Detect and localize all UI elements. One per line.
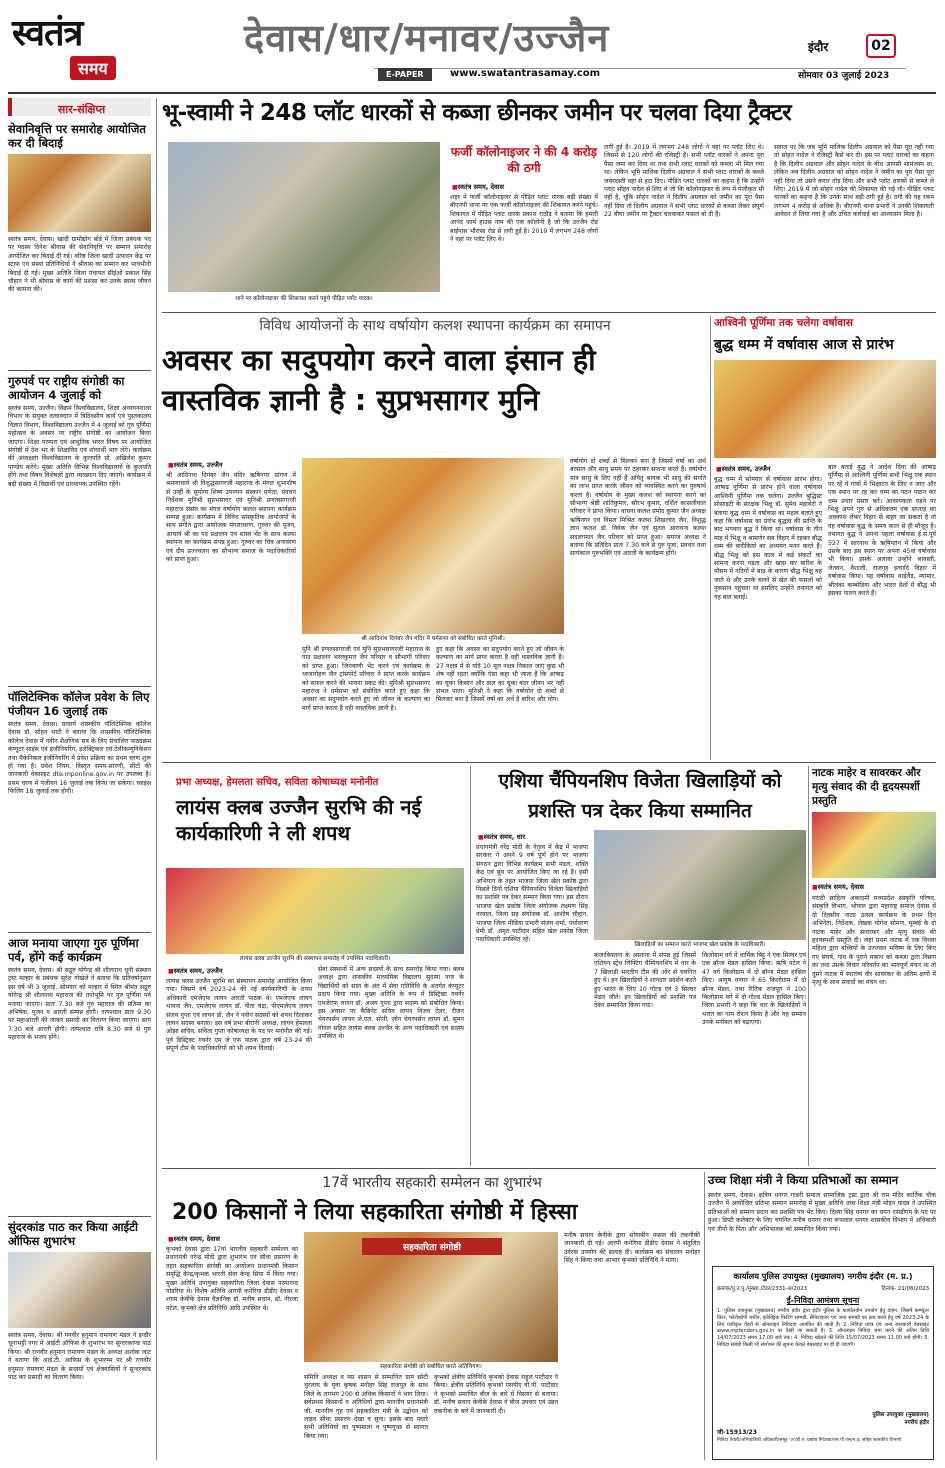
sidebar-story-5 — [8, 1220, 151, 1446]
asia-headline[interactable]: एशिया चैंपियनशिप विजेता खिलाड़ियों को प्रशस्ति पत्र देकर किया सम्मानित — [498, 770, 782, 822]
logo-bottom: समय — [70, 56, 116, 80]
sidebar-story-body: स्वतंत्र समय, देवास। श्री पनवीर हनुमान रामायण मंडल ने इन्दौर चूनाभट्टी नगर में आईटी ऑफिस के शुभारंभ पर सुन्दरकाण्ड पाठ किया। श्री रत्नवीर हनुमान रामायण मंडल के अध्यक्ष अशोक जाट ने बताया कि आई.टी. आफिस के शुभारम्भ पर श्री रत्नवीर हनुमान रामायण मंडल के सदस्यों एवं क्षेत्रवासियों ने सुन्दरकांड पाठ कर प्रसादी का वितरण किया। — [8, 1332, 153, 1382]
sidebar-divider — [8, 686, 151, 687]
sahkar-story — [162, 1172, 702, 1462]
sidebar-story-title: आज मनाया जाएगा गुरु पूर्णिमा पर्व, होंगे कई कार्यक्रम — [8, 936, 139, 964]
jain-caption: श्री आदिनाथ दिगंबर जैन मंदिर में धर्मसभा को संबोधित करते मुनिश्री। — [302, 634, 564, 642]
budh-kicker: आश्विनी पूर्णिमा तक चलेगा वर्षावास — [714, 317, 853, 329]
lead-headline[interactable]: भू-स्वामी ने 248 प्लॉट धारकों से कब्जा छीनकर जमीन पर चलवा दिया ट्रैक्टर — [162, 100, 792, 126]
website-link[interactable]: www.swatantrasamay.com — [450, 68, 601, 79]
sidebar-story-title: सुंदरकांड पाठ कर किया आईटी ऑफिस शुभारंभ — [8, 1220, 138, 1248]
sidebar-story-3 — [8, 690, 151, 923]
sidebar — [8, 98, 151, 1460]
lions-kicker: प्रभा अध्यक्ष, हेमलता सचिव, सविता कोषाध्यक्ष मनोनीत — [176, 777, 379, 788]
sahkar-col-4: मनीष सचान केवीके द्वारा सोयाबीन फसल की तकनीकी जानकारी दी गई। आरपी कनेरिया डीडीए देवास ने संतुलित उर्वरक उपयोग की सलाह दी। कार्यक्रम का संचालन मनोहर सिंह ने किया तथा आभार कृभको प्रतिनिधि ने माना। — [564, 1232, 702, 1265]
natak-body: मराठी साहित्य अकादमी मध्यप्रदेश संस्कृति परिषद, संस्कृति विभाग, भोपाल द्वारा महाराष्ट्र समाज देवास में दो दिवसीय नाट्य उत्सव कार्यक्रम के प्रथम दिन अभिनेता, निर्देशक, लेखक योगेश सोमण, मुम्बई के दो नाटक माहेर और सावरकर और मृत्यु संवाद की हृदयस्पर्शी प्रस्तुति दी। जहां प्रथम नाटक में एक विधवा महिला द्वारा बच्चियों के उज्ज्वल भविष्य के लिए किए गए संघर्ष, गांव के पुराने मकान को कब्जा द्वारा विक्रय का तथा उसके विचार परिवर्तन का भावपूर्ण मंचन था तो दूसरे नाटक में स्वातंत्र्य वीर सावरकर के अंतिम क्षणों में मृत्यु के साथ संवादों का मंचन था। — [812, 895, 938, 987]
asia-caption: खिलाड़ियों का सम्मान करते भाजपा खेल प्रकोष्ठ के पदाधिकारी। — [594, 940, 806, 948]
section-divider — [162, 1168, 936, 1169]
ucch-headline[interactable]: उच्च शिक्षा मंत्री ने किया प्रतिभाओं का सम्मान — [708, 1173, 899, 1187]
tender-ref-date: दिनांक- 21/06/2023 — [881, 1286, 929, 1292]
lead-caption: थाने पर कॉलोनाइजर की शिकायत करने पहुंचे पीड़ित प्लॉट धारक। — [168, 294, 440, 302]
logo-top: स्वतंत्र — [12, 13, 83, 54]
jain-headline[interactable]: अवसर का सदुपयोग करने वाला इंसान ही वास्तविक ज्ञानी है : सुप्रभसागर मुनि — [162, 343, 596, 417]
jain-story — [162, 316, 708, 760]
lions-story — [162, 766, 468, 1166]
sidebar-story-2 — [8, 374, 151, 683]
ucch-body: स्वतंत्र समय, देवास। क्षत्रिय धनगर गाडरी समाज सामाजिक ट्रस्ट द्वारा श्री राम मंदिर कार्तिक चौक उज्जैन में आयोजित प्रतिभा सम्मान समारोह में मुख्य अतिथि उच्च शिक्षा मंत्री मोहन यादव ने उपस्थित प्रतिभाओं को सम्मान प्रदान कर प्रशस्ति पत्र भेंट किए। दिव्या सिंह धनगर का चयन एसडीएम के पद पर हुआ। डिप्टी कलेक्टर के लिए चयनित मनीष धनगर तथा रूपलाल धनगर शासकीय विभाग में अधिकारी एवं तीनों के पिता और अभिभावक को सम्मानित किया गया। — [708, 1192, 938, 1233]
lions-photo — [166, 868, 464, 954]
tender-ad-code: जी-15913/23 — [717, 1429, 757, 1436]
issue-date: सोमवार 03 जुलाई 2023 — [798, 71, 890, 81]
sidebar-story-body: स्वतंत्र समय, देवास। खादी ग्रामोद्योग बोर्ड में जिला प्रबंधक पद पर पदस्थ दिनेश श्रीवास की सेवानिवृत्ति पर सम्मान समारोह आयोजित कर बिदाई दी गई। वरिष्ठ जिला खादी उत्पादन केंद्र पर स्टाफ एवं संस्था प्रतिनिधियों ने श्रीवास का सम्मान कर भावभीनी बिदाई दी गई। मुख्य अतिथि जिला पंचायत सीईओ प्रकाश सिंह चौहान ने भी श्रीवास के कार्य की प्रशंसा कर उनके स्वस्थ जीवन की कामना की। — [8, 236, 153, 294]
sidebar-header-label: सार-संक्षिप्त — [57, 103, 106, 116]
jain-col-1: श्री आदिनाथ दिगंबर जैन मंदिर ऋषिनगर प्रांगण में श्रमणाचार्य श्री विशुद्धसागरजी महाराज के मंगल शुभाशीष से उन्हीं के सुयोग्य शिष्य उपनयन संस्कार प्रणेता, प्रवचन निर्देशक मुनिश्री सुप्रभसागर एवं मुनिश्री प्रणतसागरजी महाराज संसंघ का मंगल वर्षायोग कलश स्थापना कार्यक्रम सम्पन्न हुआ। कार्यक्रम में विविध सांस्कृतिक आयोजनों के साथ संगीत द्वारा आयोजक मंगलाचरण, गुरुवर की पूजन, आचार्य श्री का पद प्रक्षालन एवं शास्त्र भेंट के साथ कलश स्थापना का कार्यक्रम संपन्न हुआ। गुरुवर का चित्र अनावरण एवं दीप प्रज्ज्वलन का सौभाग्य समाज के पदाधिकारियों को प्राप्त हुआ। — [166, 472, 298, 564]
budh-photo — [714, 360, 936, 458]
sidebar-story-1 — [8, 122, 151, 338]
sahkar-kicker: 17वें भारतीय सहकारी सम्मेलन का शुभारंभ — [322, 1175, 542, 1191]
sidebar-story-4 — [8, 936, 151, 1205]
tender-ref — [717, 1284, 929, 1292]
tender-title: कार्यालय पुलिस उपायुक्त (मुख्यालय) नगरीय इंदौर (म. प्र.) — [733, 1271, 913, 1281]
masthead-divider — [8, 92, 936, 94]
section-divider — [162, 762, 936, 763]
jain-byline: ■ स्वतंत्र समय, उज्जैन — [168, 460, 223, 469]
budh-byline: ■ स्वतंत्र समय, उज्जैन — [716, 464, 771, 473]
tender-ref-no: क्रमांक/पु.उ.पु./मुख्या./टेंडर/2331-अ/2023 — [717, 1286, 808, 1292]
sidebar-divider — [8, 1216, 151, 1217]
natak-story — [812, 766, 936, 1166]
sidebar-divider — [8, 932, 151, 933]
lead-subhead: फर्जी कॉलोनाइजर ने की 4 करोड़ की ठगी — [450, 145, 598, 175]
section-divider — [162, 312, 936, 313]
jain-photo — [302, 458, 564, 634]
ucch-story — [708, 1172, 936, 1264]
budh-col-2: बात बताई बुद्ध ने आदेश दिया की आषाढ़ पूर्णिमा से आश्विनी पूर्णिमा सभी भिक्षु एक स्थान पर रहें ये गांवों में भिक्षाटन के लिए न जाए और एक स्थान पर रह कर धम्म का पठन पाठन कर धम्म प्रचार प्रसार करें। आवश्यकता पड़ने पर भिक्षु अपने गुरु से अधिकतम एक सप्ताह का अवकाश लेकर विहार से बाहर जा सकता है तो वह वर्षावास बुद्ध के समय काल से ही मौजूद है। तथागत बुद्ध ने अपना पहला वर्षावास ई.स.पूर्व 527 में सारनाथ के ऋषिपतन में किया और उसके बाद इस स्थान पर अपना 45वां वर्षावास भी किया। इसके अलावा उन्होंने श्रावस्ती, जेतवन, वैशाली, राजगृह इत्यादि विहार में वर्षावास किया। यह वर्षावास थाईलैंड, म्यांमार, श्रीलंका कम्बोडिया और भारत देशों में बौद्ध भी इसका पालन करते हैं। — [828, 464, 938, 598]
column-divider — [710, 316, 711, 760]
jain-col-4: वर्षायोग दो शब्दों से मिलकर बना है जिसमें वर्षा का अर्थ बरसात और साधु समय पर ठहरकर साधना करते हैं। वर्षायोग मात्र साधु के लिए नहीं हैं अपितु श्रावक भी साधु की संगति का लाभ प्राप्त करके जीवन को व्यवस्थित करने का पुरुषार्थ करता है। वर्षायोग के मुख्य कलश को स्थापना करने का सौभाग्य श्रेष्ठी शांतिकुमार, सौरभ कुमार, दर्शित कासलीवाल परिवार ने प्राप्त किया। वाचना कलश प्रमोद कुमार जैन अध्यक्ष ऋषिनगर एवं विमल मिश्रित कलश शिखरचंद जैन, विशुद्ध ज्ञान कलश डॉ. विवेक जैन एवं सुतल आराधना कलश सदलगमल जैन परिवार को प्राप्त हुआ। समाज अध्यक्ष ने बताया कि प्रतिदिन प्रातः 7.30 बजे से गुरु पूजा, प्रवचन तथा सायंकाल गुरुभक्ति एवं आरती के कार्यक्रम होंगे। — [570, 458, 708, 558]
sidebar-story-body: स्वतंत्र समय, देवास। प्राचार्य शासकीय पॉलिटेक्निक कॉलेज देवास डॉ. सोहन भाटी ने बताया कि शासकीय पॉलिटेक्निक कॉलेज देवास में नवीन शैक्षणिक सत्र के लिए संचालित पाठ्यक्रम कंप्यूटर साइंस एवं इंजीनियरिंग, इलेक्ट्रिकल एवं टेलीकम्युनिकेशन तथा मैकेनिकल इंजीनियरिंग में प्रवेश प्रक्रिया का प्रथम चरण शुरू हो गया है। प्रवेश नियम, विस्तृत समय-सारणी, सीटों की जानकारी वेबसाइट dte.mponline.gov.in पर उपलब्ध है। प्रथम चरण में पंजीयन 16 जुलाई तक किया जा सकेगा। च्वाइस फिलिंग 18 जुलाई तक होगी। — [8, 721, 153, 796]
sahkar-col-1: कृभको देवास द्वारा 17वां भारतीय सहकारी सम्मेलन का प्रधानमंत्री नरेन्द्र मोदी द्वारा शुभारंभ एवं सीधा प्रसारण के तहत सहकारिता संगोष्ठी का आयोजन प्रधानमंत्री किसान समृद्धि केन्द्र/कृभक भारती सेवा केन्द्र सिया में किया गया। मुख्य अतिथि उपायुक्त सहकारिता जिला देवास परमानन्द गोडरिया थे। विशेष अतिथि आरपी कनेरिया डीडीए देवास व श्याम केवीके देवास वैज्ञानिक डॉ. मनीष सचान, डॉ. नीरजा पटेल, कृभको क्षेत्र प्रतिनिधि आदि उपस्थित थे। — [166, 1246, 300, 1312]
natak-byline: ■ स्वतंत्र समय, देवास — [812, 882, 936, 891]
lead-col-2: लगी हुई है। 2019 में लगभग 248 लोगों ने वहां पर प्लॉट लिए थे। जिसमें से 120 लोगों की रजिस्ट्री है। सभी प्लॉट धारकों ने अपना पूरा पैसा जमा कर दिया था तथा सभी प्लाट धारकों को कब्जा भी मिल गया था। लेकिन भूमि मालिक दिलीप अग्रवाल ने सभी प्लाट धारकों के कब्जे जबरदस्ती वहां से हटा दिए। पीड़ित प्लाट धारकों का कहना है कि उन्होंने प्लाट सोहन नादेल से लिए थे जो कि कॉलोनाइजर के रूप में पंजीकृत भी नहीं है, चूंकि सोहन नादेल ने दिलीप अग्रवाल को जमीन का पूरा पैसा नहीं दिया तो दिलीप अग्रवाल ने सभी प्लाट धारकों से कब्जा लेकर संपूर्ण 22 बीघा जमीन पर ट्रैक्टर चलवाकर फसल बो दी है। — [604, 144, 766, 219]
logo[interactable] — [12, 14, 160, 86]
sidebar-divider — [8, 370, 151, 371]
sidebar-story-photo — [8, 1252, 151, 1328]
lead-col-1: शहर में फर्जी कॉलोनाइजर से पीड़ित प्लाट धारक बड़ी संख्या में बीएनपी थाना पर एक फर्जी कॉलोनाइजर की शिकायत करने पहुंचे। शिकायत में पीड़ित प्लाट धारक प्रकाश राठौड़ ने बताया कि हमारी आनंद फार्म हाउस नाम की एक कॉलोनी है जो कि उज्जैन रोड बाईपास भौरासा रोड से लगी हुई है। 2019 में लगभग 248 लोगों ने वहां पर प्लॉट लिए थे। — [450, 194, 600, 244]
jain-col-2: मुनि श्री प्रणतसागरजी एवं मुनि सुप्रभसागरजी महाराज के पाद प्रक्षालन भरतकुमार जैन परिवार व सौभागी परिवार को प्राप्त हुआ। जिनवाणी भेंट करने एवं कार्यक्रम के ध्वजारोहण जैन ट्रांसपोर्ट परिवार ने प्राप्त करके कार्यक्रम को सफल करने की भावना प्रकट की। मुनिश्री सुप्रभसागर महाराज ने धर्मसभा को संबोधित करते हुए कहा कि अवसर का सदुपयोग करते हुए जो जीवन के कल्याण का मार्ग प्राप्त करता है वही वास्तविक ज्ञानी है। — [302, 646, 432, 712]
edition-title: देवास/धार/मनावर/उज्जैन — [244, 16, 610, 60]
sahkar-col-2: समिति अध्यक्ष व मप्र शासन से सम्मानित ग्राम छोटी चुरलाय के युवा कृषक मनोहर सिंह राजपूत के साथ जिले के लगभग 200 से अधिक किसानों ने भाग लिया। सर्वप्रथम किसानों व अतिथियों द्वारा माननीय प्रधानमंत्री जी, माननीय गृह एवं सहकारिता मंत्री के उद्बोधन को लाइव सीधा प्रसारण देखा व सुना। इसके बाद पधारे सभी अतिथियों का पुष्पमाला व पुष्पगुच्छ से स्वागत किया गया। — [304, 1374, 430, 1440]
jain-kicker: विविध आयोजनों के साथ वर्षायोग कलश स्थापना कार्यक्रम का समापन — [259, 318, 611, 334]
sahkar-caption: सहकारिता संगोष्ठी को संबोधित करते अतिथिगण। — [304, 1362, 558, 1370]
lead-story — [162, 98, 936, 308]
tender-notice-title: ई-निविदा आमंत्रण सूचना — [786, 1296, 860, 1305]
sahkar-banner: सहकारिता संगोष्ठी — [362, 1238, 502, 1255]
epaper-label: E-PAPER — [378, 68, 432, 81]
lions-headline[interactable]: लायंस क्लब उज्जैन सुरभि की नई कार्यकारिणी ने ली शपथ — [176, 795, 422, 845]
sidebar-story-body: स्वतंत्र समय, उज्जैन। विक्रम विश्वविद्यालय, शिक्षा अध्ययनशाला विभाग के संयुक्त तत्वावधान में त्रिदिवसीय कार्य एवं पुस्तकालय विज्ञान विभाग, विश्वविद्यालय उज्जैन में 4 जुलाई को गुरु पूर्णिमा महोत्सव के अवसर पर राष्ट्रीय संगोष्ठी का आयोजन किया जाएगा। शिक्षा परम्परा एवं आधुनिक भारत विषय पर आयोजित संगोष्ठी में देश भर के शिक्षाविद एवं शोधार्थी भाग लेंगे। कार्यक्रम की अध्यक्षता विश्वविद्यालय के कुलपति प्रो. अखिलेश कुमार पाण्डेय करेंगे। मुख्य अतिथि विभिन्न विश्वविद्यालयों के कुलपति होंगे तथा विषय विशेषज्ञों द्वारा व्याख्यान दिए जाएंगे। कार्यक्रम में बड़ी संख्या में विद्यार्थी एवं प्राध्यापक उपस्थित रहेंगे। — [8, 405, 153, 488]
column-divider — [470, 766, 471, 1166]
sidebar-story-title: पॉलिटेक्निक कॉलेज प्रवेश के लिए पंजीयन 16 जुलाई तक — [8, 690, 150, 718]
masthead — [0, 0, 945, 96]
tender-signature — [717, 1410, 929, 1426]
lions-caption: लायंस क्लब उज्जैन सुरभि की संस्थापन समारोह में उपस्थित पदाधिकारी। — [166, 954, 464, 962]
asia-col-3: किलोग्राम वर्ग में धार्मिक बिट्टू ने एक सिल्वर एवं एक ब्रॉन्ज मेडल हासिल किया। ऋषि पटेल ने 47 वर्ग किलोग्राम में दो ब्रॉन्ज मेडल हासिल किए। आयुष धनगर ने 65 किलोग्राम में दो ब्रॉन्ज मेडल, तथा रितिक राजपूत ने 100 किलोग्राम वर्ग में दो गोल्ड मेडल हासिल किए। जिला प्रभारी ने कहा कि धार के खिलाड़ियों ने भारत का नाम रोशन किया है और यह सम्मान उनके मनोबल को बढ़ाएगा। — [702, 952, 808, 1027]
lions-col-1: लायंस क्लब उज्जैन सुरभि का संस्थापन समारोह आयोजित किया गया। जिसमें वर्ष 2023-24 की नई कार्यकारिणी के शपथ अधिकारी एमजेएफ लायन आरती पाठक थे। एमजेएफ लायन भावना जैन, एमजेएफ लायन डॉ. नीता चंद्रा, पीएमजेएफ लायन संजय गुप्ता एवं लायन डॉ. जैन ने नवीन सदस्यों को शपथ दिलाकर लायन सदस्य बनाया। इस वर्ष प्रभा बीरानी अध्यक्ष, लायन हेमलता ओझा सचिव, सविता गुप्ता कोषाध्यक्ष के पद पर मनोनीत की गई। पूर्व डिस्ट्रिक्ट गवर्नर एम जे एफ पाठक द्वारा वर्ष 23-24 की संपूर्ण टीम के पदाधिकारियों को भी शपथ दिलाई। — [166, 978, 314, 1053]
budh-col-1: बुद्ध धम्म में सोमवार से वर्षावास प्रारंभ होगा। आषाढ़ पूर्णिमा से प्रारंभ होने वाला वर्षावास आश्विनी पूर्णिमा तक चलेगा। उज्जैन बुद्धिस्ट सोसाइटी के संरक्षक भिक्षु डॉ. सुमेध महाथेरो ने बताया बुद्ध धम्म में वर्षावास का महत्व बताते हुए कहा कि वर्षावास का प्रारंभ बुद्धत्व की प्राप्ति के बाद भगवान बुद्ध ने किया था। वर्षावास के तीन माह में भिक्षु व श्रामणेर सब विहार में रहकर बौद्ध धम्म की बारीकियों का अध्ययन मनन करते हैं। बौद्ध भिक्षु को इस काल में कई संकटों का सामना करना पड़ता और खास कर बारिश के मौसम में नदियों में बाढ़ के कारण बौद्ध भिक्षु बह जाते थे और उनके चलने से खेत की फसलों को नुकसान पहुंचता था इसलिए उन्होंने तथागत को यह बात बताई। — [714, 476, 824, 601]
asia-col-2: कजाकिस्तान के अस्ताना में संपन्न हुई जिसमें एशियन स्ट्रेंथ लिफ्टिंग चैम्पियनशिप में धार के 7 खिलाड़ी भारतीय टीम की ओर से चयनित हुए थे। इन खिलाड़ियों ने शानदार प्रदर्शन करते हुए भारत के लिए 10 गोल्ड एवं 3 सिल्वर मेडल जीते। इन खिलाड़ियों को प्रशस्ति पत्र देकर सम्मानित किया गया। — [594, 952, 698, 1010]
lead-byline: ■ स्वतंत्र समय, देवास — [452, 182, 504, 191]
tender-footer: निविदा तैयारी/अभियांत्रिकी अधिकारी/समूह 'अ'/डी.ए. प्रकोष्ठ निदेशक/एस.पी.एस/म.प्र. सहित शासकीय विभागों — [717, 1438, 902, 1443]
asia-story — [474, 766, 806, 1166]
lions-col-2: सेवा संस्थानों में अन्य सदस्यों के साथ समारोह किया गया। क्लब अध्यक्ष द्वारा शासकीय माध्यमिक विद्यालय सुदामा नगर के विद्यार्थियों को साल के अंत में सेवा गतिविधि के अंतर्गत कंप्यूटर प्रदाय किया गया। मुख्य अतिथि के रूप में डिस्ट्रिक्ट गवर्नर एमजेएफ लायन डॉ. अजय गुप्ता द्वारा सदस्य को संबोधित किया। इस अवसर पर कैबिनेट सचिव लायन विजय टेलर, रीजन चेयरपर्सन लायन जे.एल. सोनी, ज़ोन चेयरपर्सन लायन डॉ. सुमन गोयल सहित लायंस क्लब उज्जैन के अन्य पदाधिकारी एवं सदस्य उपस्थित थे। — [318, 966, 466, 1041]
sahkar-byline: ■ स्वतंत्र समय, देवास — [168, 1234, 220, 1243]
tender-body: 1. पुलिस उपायुक्त (मुख्यालय) नगरीय इंदौर द्वारा इंदौर पुलिस के कार्यालयीन उपयोग हेतु वाहन, जिसमें कम्प्यूटर प्रिंटर, फोटोकॉपी मशीन, इलेक्ट्रिक फिटिंग सामग्री, सैनिटाइजर एवं अन्य सामग्री का क्रय करने हेतु वर्ष 2023-24 के लिए पंजीकृत वेंडरों से ऑनलाइन निविदाएं आमंत्रित की जाती हैं। 2. निविदा प्रपत्र एवं अन्य जानकारी वेबसाइट www.mptenders.gov.in पर देखी जा सकती है। 3. ऑनलाइन निविदा जमा करने की अंतिम तिथि 14/07/2023 समय 17.00 बजे तक। 4. निविदा खोलने की तिथि 15/07/2023 समय 11.00 बजे होगी। 5. निविदा संबंधी किसी भी संशोधन की सूचना केवल वेबसाइट पर ही दी जाएगी। — [717, 1308, 931, 1348]
tender-signature-place: नगरीय इंदौर — [904, 1420, 929, 1426]
natak-headline[interactable]: नाटक माहेर व सावरकर और मृत्यु संवाद की दी हृदयस्पर्शी प्रस्तुति — [812, 767, 921, 807]
sahkar-col-3: कृभको क्षेत्रीय प्रतिनिधि कृभको देवास राहुल पाटीदार ने किया। क्षेत्रीय प्रतिनिधि कृभको एसपीए वी.पी. पाटीदार ने कृभको प्रमाणित बीज के बारे में विस्तार से बताया। डॉ. मनीष सचान केवीके देवास ने बीज उपचार एवं उन्नत तकनीक के बारे में जानकारी दी। — [434, 1374, 560, 1415]
asia-col-1: प्रधानमंत्री नरेंद्र मोदी के नेतृत्व में केंद्र में भाजपा सरकार ने अपने 9 वर्ष पूर्ण होने पर भाजपा संगठन द्वारा विभिन्न कार्यक्रम सभी मंडल, शक्ति केंद्र एवं बूथ पर आयोजित किए जा रहे हैं। इसी अभियान के तहत भाजपा जिला खेल प्रकोष्ठ द्वारा पिछले दिनों एशिया चैंपियनशिप विजेता खिलाड़ियों का प्रशस्ति पत्र देकर सम्मान किया गया। इस दौरान भाजपा खेल प्रकोष्ठ जिला संयोजक लक्ष्मण सिंह नरवाल, जिला सह संयोजक डॉ. आशीष चौहान, भाजपा जिला मीडिया प्रभारी संजय शर्मा, पर्यावरण प्रेमी डॉ. अमृत पाटीदार सहित खेल प्रकोष्ठ जिला पदाधिकारी उपस्थित रहे। — [476, 844, 590, 944]
tender-signature-title: पुलिस उपायुक्त (मुख्यालय) — [872, 1412, 929, 1418]
page-number: 02 — [866, 34, 896, 58]
sahkar-headline[interactable]: 200 किसानों ने लिया सहकारिता संगोष्ठी में हिस्सा — [172, 1200, 578, 1225]
lead-col-3: सवाल पर कि जब भूमि मालिक दिलीप अग्रवाल को पैसा पूरा नहीं गया तो सोहन नादेल ने रजिस्ट्री कैसे कर दी। इस पर प्लाट धारकों का कहना है कि दिलीप अग्रवाल और सोहन नादेल के बीच आपसी सामंजस्य था, लेकिन जब दिलीप अग्रवाल को सोहन नादेल ने जमीन का पूरा पैसा पूरा नहीं दिया तो उसने करार तोड़ दिया और सभी प्लॉट धारकों से कब्जे ले लिए। 2019 में जो सोहन नादेल की शिकायत की गई थी। पीड़ित प्लाट धारकों का कहना है कि उनके साथ बड़ी ठगी हुई है। ठगी की यह रकम लगभग 4 करोड़ से अधिक है। बीएनपी थाना प्रभारी ने उनकी शिकायती आवेदन ले लिया गया है और उचित कार्रवाई का आश्वासन मिला है। — [774, 144, 936, 219]
city-label: इंदौर — [808, 40, 829, 54]
natak-photo — [812, 812, 936, 878]
lions-byline: ■ स्वतंत्र समय, उज्जैन — [168, 966, 223, 975]
lead-photo — [168, 142, 440, 292]
sidebar-story-title: सेवानिवृत्ति पर समारोह आयोजित कर दी बिदाई — [8, 122, 146, 150]
tender-notice — [712, 1266, 934, 1460]
column-divider — [808, 766, 809, 1166]
budh-story — [714, 316, 936, 760]
jain-col-3: हुए कहा कि अवसर का सदुपयोग करते हुए जो जीवन के कल्याण का मार्ग प्राप्त करता है वही वास्तविक ज्ञानी है। 27 नक्षत्र में से यदि 10 मूल नक्षत्र निकाल जाएं कुछ भी शेष नहीं रहता क्योंकि ऐसा कहा भी जाता है कि आषाढ़ का चूका किसान और डाल का चूका बंदर जीवन भर नहीं संभल पाता। मुनिश्री ने कहा कि वर्षायोग दो शब्दों से मिलकर बना है जिसमें वर्षा का अर्थ है बारिश और योग। — [436, 646, 566, 704]
sidebar-story-body: स्वतंत्र समय, देवास। श्री सद्गुरु योगेन्द्र श्री शीलनाथ धूनी संस्थान ट्रस्ट मल्हार के प्रबंधक सुरेश गोखले ने बताया कि प्रतिवर्षानुसार इस वर्ष भी 3 जुलाई, सोमवार को मल्हार में स्थित श्रीमंत सद्गुरु योगेन्द्र श्री शीलनाथ महाराज की तपोभूमि पर गुरु पूर्णिमा पर्व मनाया जाएगा। प्रातः 7.30 बजे गुरु महाराज की प्रतिमा का अभिषेक, पूजन व आरती सम्पन्न होगी। तत्पश्चात प्रातः 9.30 पर महाआरती की जाकर प्रसादी का वितरण किया जाएगा। सायं 7.30 बजे आरती होगी। तत्पश्चात रात्रि 8.30 बजे से गुरु महाराज के भजन होंगे। — [8, 967, 153, 1042]
column-divider — [704, 1172, 705, 1460]
budh-headline[interactable]: बुद्ध धम्म में वर्षावास आज से प्रारंभ — [714, 337, 894, 353]
asia-photo — [594, 830, 806, 940]
asia-byline: ■ स्वतंत्र समय, धार — [478, 832, 525, 841]
sidebar-story-photo — [8, 154, 151, 232]
sidebar-story-title: गुरुपर्व पर राष्ट्रीय संगोष्ठी का आयोजन 4 जुलाई को — [8, 374, 125, 402]
sidebar-header — [8, 98, 151, 116]
column-divider — [156, 98, 157, 1460]
